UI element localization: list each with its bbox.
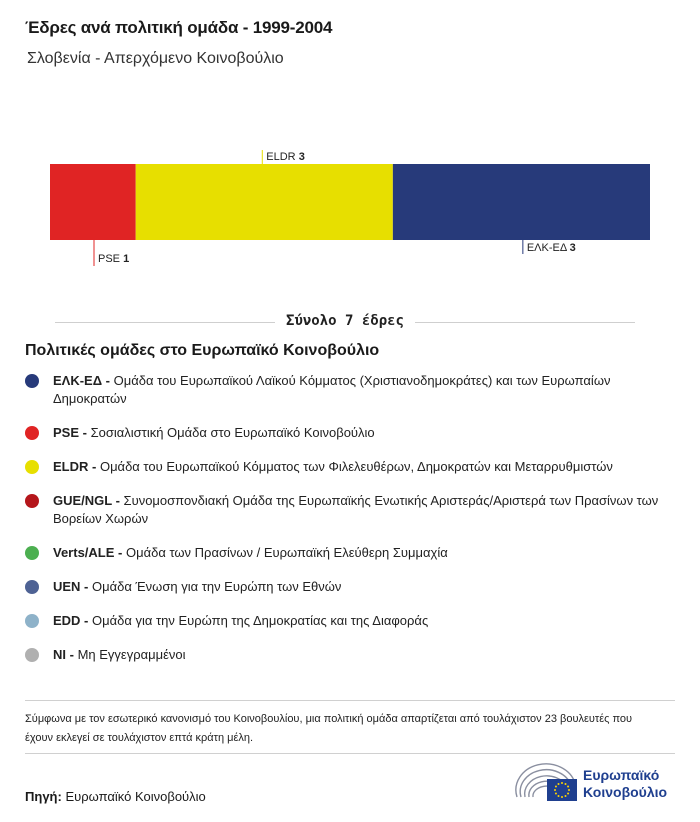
stacked-bar-chart <box>0 140 700 280</box>
chart-title: Έδρες ανά πολιτική ομάδα - 1999-2004 <box>25 18 333 37</box>
legend-dot <box>25 426 39 440</box>
flag-star <box>561 796 563 798</box>
logo-line1: Ευρωπαϊκό <box>583 767 660 783</box>
legend-item <box>25 544 675 562</box>
legend-item <box>25 458 675 476</box>
logo-line2: Κοινοβούλιο <box>583 784 668 800</box>
legend-abbr: NI - <box>53 647 78 662</box>
legend-dot <box>25 374 39 388</box>
legend-desc: Ομάδα του Ευρωπαϊκού Λαϊκού Κόμματος (Χριστιανοδημοκράτες) και των Ευρωπαίων Δημοκρατών <box>53 373 611 406</box>
legend-abbr: ELDR - <box>53 459 100 474</box>
european-parliament-logo <box>513 763 683 808</box>
legend-dot <box>25 546 39 560</box>
footnote: Σύμφωνα με τον εσωτερικό κανονισμό του Κοινοβουλίου, μια πολιτική ομάδα απαρτίζεται από τουλάχιστον 23 βουλευτές που έχουν εκλεγεί σε τουλάχιστον επτά κράτη μέλη. <box>25 713 633 744</box>
legend-abbr: EDD - <box>53 613 92 628</box>
legend-desc: Σοσιαλιστική Ομάδα στο Ευρωπαϊκό Κοινοβούλιο <box>90 425 375 440</box>
bar-segment-0 <box>50 164 136 240</box>
legend-abbr: PSE - <box>53 425 91 440</box>
flag-star <box>554 789 556 791</box>
legend-desc: Ομάδα του Ευρωπαϊκού Κόμματος των Φιλελευθέρων, Δημοκρατών και Μεταρρυθμιστών <box>99 459 613 474</box>
legend <box>25 372 675 680</box>
flag-star <box>561 782 563 784</box>
legend-dot <box>25 460 39 474</box>
flag-star <box>558 783 560 785</box>
legend-abbr: Verts/ALE - <box>53 545 126 560</box>
legend-desc: Ομάδα των Πρασίνων / Ευρωπαϊκή Ελεύθερη Συμμαχία <box>125 545 448 560</box>
legend-abbr: UEN - <box>53 579 92 594</box>
source-value: Ευρωπαϊκό Κοινοβούλιο <box>65 789 206 804</box>
legend-desc: Ομάδα για την Ευρώπη της Δημοκρατίας και της Διαφοράς <box>92 613 429 628</box>
legend-item <box>25 424 675 442</box>
legend-item <box>25 646 675 664</box>
flag-star <box>558 795 560 797</box>
chart-subtitle: Σλοβενία - Απερχόμενο Κοινοβούλιο <box>27 50 284 67</box>
flag-star <box>568 789 570 791</box>
legend-desc: Ομάδα Ένωση για την Ευρώπη των Εθνών <box>92 579 342 594</box>
legend-desc: Συνομοσπονδιακή Ομάδα της Ευρωπαϊκής Ενωτικής Αριστεράς/Αριστερά των Πρασίνων των Βορείων Χωρών <box>53 493 659 526</box>
legend-item <box>25 492 675 528</box>
note-divider-bottom <box>25 753 675 754</box>
flag-star <box>565 783 567 785</box>
note-divider-top <box>25 700 675 701</box>
legend-dot <box>25 494 39 508</box>
legend-title: Πολιτικές ομάδες στο Ευρωπαϊκό Κοινοβούλιο <box>25 342 380 359</box>
flag-star <box>555 786 557 788</box>
bar-label-1: ELDR 3 <box>266 151 305 163</box>
legend-abbr: GUE/NGL - <box>53 493 124 508</box>
legend-dot <box>25 614 39 628</box>
legend-dot <box>25 648 39 662</box>
total-seats-label: Σύνολο 7 έδρες <box>278 313 412 329</box>
legend-desc: Μη Εγγεγραμμένοι <box>77 647 186 662</box>
flag-star <box>565 795 567 797</box>
flag-star <box>555 793 557 795</box>
legend-item <box>25 372 675 408</box>
bar-label-0: PSE 1 <box>98 253 130 265</box>
flag-star <box>567 786 569 788</box>
legend-abbr: ΕΛΚ-ΕΔ - <box>53 373 114 388</box>
legend-item <box>25 578 675 596</box>
source <box>25 789 206 804</box>
flag-star <box>567 793 569 795</box>
bar-segment-1 <box>136 164 393 240</box>
bar-segment-2 <box>393 164 650 240</box>
bar-label-2: ΕΛΚ-ΕΔ 3 <box>526 242 576 254</box>
legend-item <box>25 612 675 630</box>
parliament-emblem-icon <box>513 763 579 805</box>
total-seats <box>55 312 635 332</box>
legend-dot <box>25 580 39 594</box>
source-label: Πηγή: <box>25 789 62 804</box>
